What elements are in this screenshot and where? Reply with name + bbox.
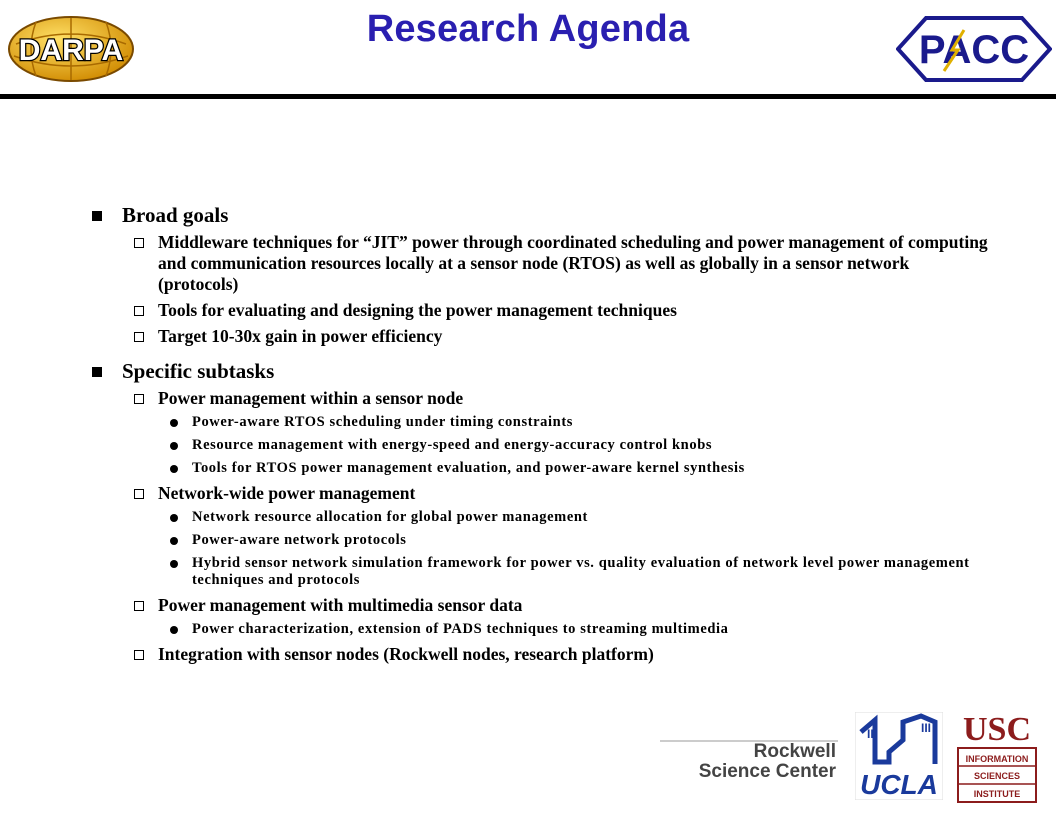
hollow-square-bullet-icon [134,650,144,660]
list-item-text: Tools for evaluating and designing the power management techniques [158,300,677,320]
agenda-content [88,202,988,670]
section-heading [88,358,988,384]
sub-list-item-text: Tools for RTOS power management evaluation, and power-aware kernel synthesis [192,460,745,476]
sub-list-item-text: Power characterization, extension of PADS techniques to streaming multimedia [192,621,729,637]
section-heading [88,202,988,228]
list-item-text: Power management with multimedia sensor data [158,595,523,615]
round-bullet-icon [170,560,178,568]
ucla-logo [855,712,943,800]
sub-list-item [88,414,988,431]
svg-text:INFORMATION: INFORMATION [965,754,1029,764]
round-bullet-icon [170,442,178,450]
section-heading-text: Broad goals [122,203,229,227]
svg-text:PACC: PACC [918,28,1030,72]
round-bullet-icon [170,419,178,427]
round-bullet-icon [170,537,178,545]
hollow-square-bullet-icon [134,394,144,404]
list-item [88,388,988,409]
sub-list-item [88,532,988,549]
slide-title: Research Agenda [366,8,690,50]
round-bullet-icon [170,514,178,522]
hollow-square-bullet-icon [134,601,144,611]
sub-list-item-text: Power-aware network protocols [192,532,407,548]
sub-list-item [88,621,988,638]
svg-text:USC: USC [962,711,1032,748]
pacc-logo [896,16,1052,82]
sub-list-item-text: Network resource allocation for global power management [192,509,588,525]
hollow-square-bullet-icon [134,489,144,499]
list-item-text: Integration with sensor nodes (Rockwell nodes, research platform) [158,644,654,664]
hollow-square-bullet-icon [134,332,144,342]
square-bullet-icon [92,367,102,377]
list-item [88,326,988,347]
list-item-text: Power management within a sensor node [158,388,464,408]
sub-list-item [88,555,988,589]
square-bullet-icon [92,211,102,221]
sub-list-item [88,509,988,526]
sub-list-item-text: Power-aware RTOS scheduling under timing constraints [192,414,573,430]
svg-text:UCLA: UCLA [860,769,938,800]
section-heading-text: Specific subtasks [122,359,275,383]
hollow-square-bullet-icon [134,238,144,248]
header-rule [0,94,1056,99]
round-bullet-icon [170,626,178,634]
list-item-text: Middleware techniques for “JIT” power through coordinated scheduling and power management of computing and communication resources locally at a sensor node (RTOS) as well as globally in a sensor network (protocols) [158,232,988,294]
svg-text:III: III [867,727,878,741]
list-item-text: Network-wide power management [158,483,416,503]
sub-list-item-text: Hybrid sensor network simulation framework for power vs. quality evaluation of network level power management techniques and protocols [192,555,970,588]
round-bullet-icon [170,465,178,473]
list-item [88,644,988,665]
sub-list-item [88,460,988,477]
list-item [88,232,988,295]
svg-text:III: III [921,721,932,735]
list-item [88,483,988,504]
list-item-text: Target 10-30x gain in power efficiency [158,326,443,346]
rockwell-science-center-logo [660,740,838,780]
list-item [88,300,988,321]
list-item [88,595,988,616]
usc-isi-logo [954,706,1040,806]
svg-text:INSTITUTE: INSTITUTE [973,789,1021,799]
svg-text:Science Center: Science Center [698,761,836,780]
hollow-square-bullet-icon [134,306,144,316]
sub-list-item-text: Resource management with energy-speed and energy-accuracy control knobs [192,437,713,453]
svg-text:SCIENCES: SCIENCES [973,771,1021,781]
sub-list-item [88,437,988,454]
svg-text:DARPA: DARPA [18,34,124,67]
svg-text:Rockwell: Rockwell [753,741,836,762]
